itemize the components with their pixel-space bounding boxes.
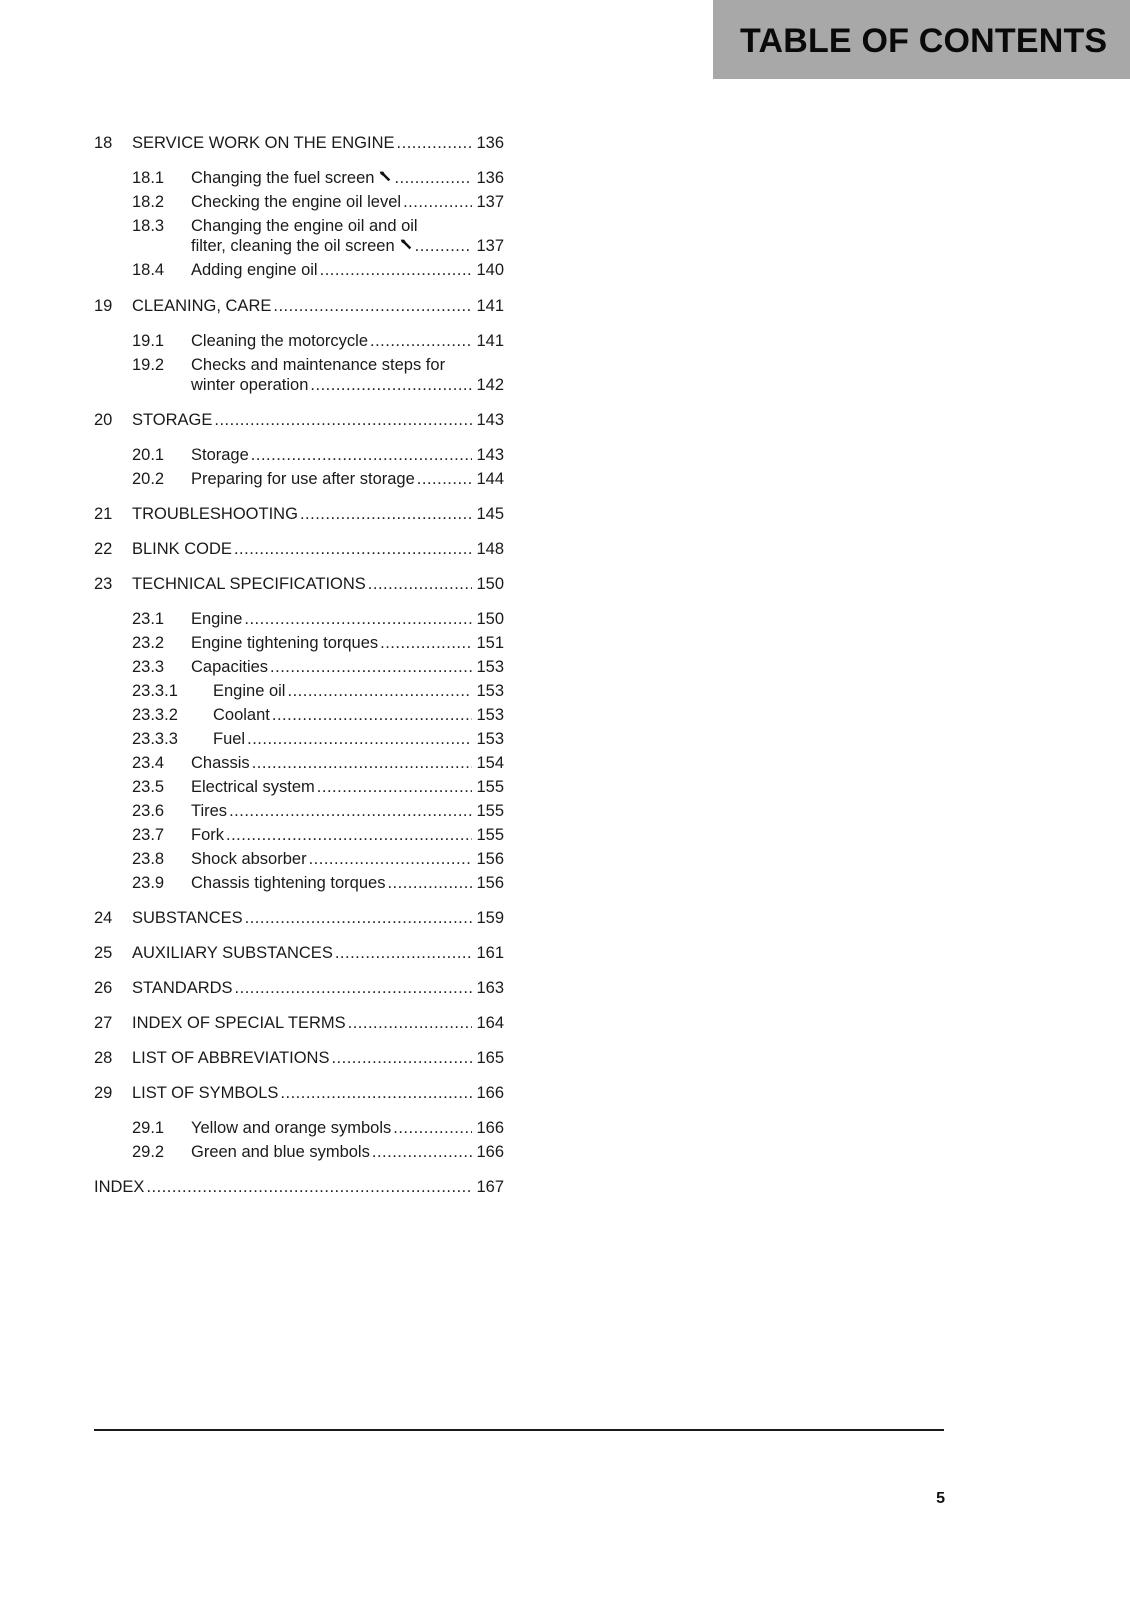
entry-page: 143	[476, 446, 504, 464]
page-number: 5	[936, 1490, 945, 1507]
entry-number: 20	[94, 411, 113, 429]
page-title: TABLE OF CONTENTS	[740, 22, 1108, 60]
entry-title: Yellow and orange symbols	[191, 1119, 392, 1137]
dot-leader	[235, 978, 472, 998]
entry-page: 155	[476, 778, 504, 796]
entry-number: 23.3.3	[132, 730, 178, 748]
dot-leader	[403, 192, 472, 212]
toc-entry-19-2[interactable]	[0, 355, 520, 399]
entry-page: 141	[476, 332, 504, 350]
dot-leader	[331, 1048, 472, 1068]
entry-number: 18	[94, 134, 113, 152]
entry-page: 155	[476, 826, 504, 844]
entry-page: 166	[476, 1119, 504, 1137]
entry-title: Checking the engine oil level	[191, 193, 402, 211]
entry-number: 29.2	[132, 1143, 165, 1161]
entry-number: 23.9	[132, 874, 165, 892]
entry-number: 21	[94, 505, 113, 523]
entry-page: 143	[476, 411, 504, 429]
entry-number: 23.4	[132, 754, 165, 772]
entry-page: 161	[476, 944, 504, 962]
entry-page: 166	[476, 1084, 504, 1102]
dot-leader	[380, 633, 472, 653]
entry-number: 23	[94, 575, 113, 593]
entry-title: LIST OF SYMBOLS	[132, 1084, 279, 1102]
dot-leader	[320, 260, 472, 280]
entry-title: BLINK CODE	[132, 540, 232, 558]
entry-title: INDEX OF SPECIAL TERMS	[132, 1014, 346, 1032]
entry-number: 29	[94, 1084, 113, 1102]
dot-leader	[397, 133, 472, 153]
dot-leader	[234, 539, 472, 559]
entry-number: 20.2	[132, 470, 165, 488]
entry-title: Tires	[191, 802, 228, 820]
entry-page: 140	[476, 261, 504, 279]
entry-title: Engine	[191, 610, 243, 628]
entry-title: winter operation	[191, 376, 309, 394]
entry-page: 163	[476, 979, 504, 997]
dot-leader	[252, 753, 472, 773]
dot-leader	[348, 1013, 472, 1033]
entry-page: 159	[476, 909, 504, 927]
entry-number: 23.3.1	[132, 682, 178, 700]
footer-divider	[94, 1429, 944, 1431]
wrench-icon	[399, 237, 413, 251]
dot-leader	[393, 1118, 472, 1138]
entry-title: SUBSTANCES	[132, 909, 243, 927]
dot-leader	[272, 705, 472, 725]
entry-number: 19.2	[132, 356, 165, 374]
dot-leader	[415, 236, 472, 256]
entry-title: Preparing for use after storage	[191, 470, 415, 488]
entry-number: 25	[94, 944, 113, 962]
entry-page: 141	[476, 297, 504, 315]
entry-page: 164	[476, 1014, 504, 1032]
entry-title: LIST OF ABBREVIATIONS	[132, 1049, 330, 1067]
header-banner	[713, 0, 1130, 79]
entry-number: 23.6	[132, 802, 165, 820]
entry-title-line1: Checks and maintenance steps for	[191, 356, 446, 374]
dot-leader	[280, 1083, 472, 1103]
dot-leader	[317, 777, 472, 797]
entry-page: 154	[476, 754, 504, 772]
dot-leader	[372, 1142, 472, 1162]
dot-leader	[245, 908, 472, 928]
entry-page: 156	[476, 850, 504, 868]
entry-number: 20.1	[132, 446, 165, 464]
entry-page: 153	[476, 706, 504, 724]
entry-number: 23.8	[132, 850, 165, 868]
entry-number: 24	[94, 909, 113, 927]
entry-page: 137	[476, 237, 504, 255]
entry-page: 156	[476, 874, 504, 892]
entry-title: Engine tightening torques	[191, 634, 379, 652]
entry-title: Adding engine oil	[191, 261, 318, 279]
entry-number: 26	[94, 979, 113, 997]
entry-number: 23.1	[132, 610, 165, 628]
entry-title: Fuel	[213, 730, 246, 748]
entry-title: Shock absorber	[191, 850, 307, 868]
dot-leader	[370, 331, 472, 351]
entry-number: 18.2	[132, 193, 165, 211]
dot-leader	[309, 849, 472, 869]
entry-page: 150	[476, 575, 504, 593]
entry-title: Electrical system	[191, 778, 315, 796]
entry-title: Green and blue symbols	[191, 1143, 370, 1161]
entry-page: 150	[476, 610, 504, 628]
dot-leader	[300, 504, 472, 524]
wrench-icon	[378, 169, 392, 183]
dot-leader	[226, 825, 472, 845]
dot-leader	[417, 469, 472, 489]
entry-page: 136	[476, 169, 504, 187]
entry-page: 155	[476, 802, 504, 820]
entry-number: 23.5	[132, 778, 165, 796]
dot-leader	[229, 801, 472, 821]
entry-title: Cleaning the motorcycle	[191, 332, 369, 350]
entry-title: Changing the fuel screen	[191, 169, 375, 187]
entry-page: 136	[476, 134, 504, 152]
dot-leader	[251, 445, 472, 465]
dot-leader	[394, 168, 472, 188]
entry-title: AUXILIARY SUBSTANCES	[132, 944, 333, 962]
entry-number: 19.1	[132, 332, 165, 350]
entry-number: 18.1	[132, 169, 165, 187]
entry-page: 137	[476, 193, 504, 211]
entry-number: 18.3	[132, 217, 165, 235]
dot-leader	[214, 410, 472, 430]
entry-title: SERVICE WORK ON THE ENGINE	[132, 134, 395, 152]
entry-page: 142	[476, 376, 504, 394]
entry-page: 151	[476, 634, 504, 652]
dot-leader	[287, 681, 472, 701]
entry-title: STANDARDS	[132, 979, 233, 997]
entry-number: 18.4	[132, 261, 165, 279]
dot-leader	[270, 657, 472, 677]
dot-leader	[146, 1177, 472, 1197]
entry-title: Storage	[191, 446, 249, 464]
entry-page: 153	[476, 658, 504, 676]
entry-page: 145	[476, 505, 504, 523]
dot-leader	[368, 574, 472, 594]
entry-number: 23.2	[132, 634, 165, 652]
entry-page: 144	[476, 470, 504, 488]
entry-title: Coolant	[213, 706, 270, 724]
entry-title-line1: Changing the engine oil and oil	[191, 217, 418, 235]
entry-page: 167	[476, 1178, 504, 1196]
entry-title: Chassis	[191, 754, 250, 772]
entry-title: Engine oil	[213, 682, 286, 700]
table-of-contents	[0, 0, 520, 1250]
entry-number: 29.1	[132, 1119, 165, 1137]
entry-title: filter, cleaning the oil screen	[191, 237, 395, 255]
dot-leader	[244, 609, 472, 629]
entry-page: 153	[476, 682, 504, 700]
entry-number: 23.3	[132, 658, 165, 676]
dot-leader	[387, 873, 472, 893]
entry-page: 148	[476, 540, 504, 558]
entry-number: 28	[94, 1049, 113, 1067]
dot-leader	[335, 943, 472, 963]
entry-number: 23.3.2	[132, 706, 178, 724]
entry-number: 23.7	[132, 826, 165, 844]
entry-title: INDEX	[94, 1178, 145, 1196]
dot-leader	[247, 729, 472, 749]
entry-title: Chassis tightening torques	[191, 874, 386, 892]
entry-title: CLEANING, CARE	[132, 297, 272, 315]
entry-number: 22	[94, 540, 113, 558]
entry-page: 153	[476, 730, 504, 748]
dot-leader	[273, 296, 472, 316]
entry-page: 166	[476, 1143, 504, 1161]
entry-number: 27	[94, 1014, 113, 1032]
entry-title: STORAGE	[132, 411, 213, 429]
dot-leader	[310, 375, 472, 395]
entry-page: 165	[476, 1049, 504, 1067]
entry-title: Fork	[191, 826, 224, 844]
entry-title: TROUBLESHOOTING	[132, 505, 298, 523]
entry-title: Capacities	[191, 658, 269, 676]
entry-number: 19	[94, 297, 113, 315]
toc-entry-18-3[interactable]	[0, 216, 520, 260]
entry-title: TECHNICAL SPECIFICATIONS	[132, 575, 366, 593]
